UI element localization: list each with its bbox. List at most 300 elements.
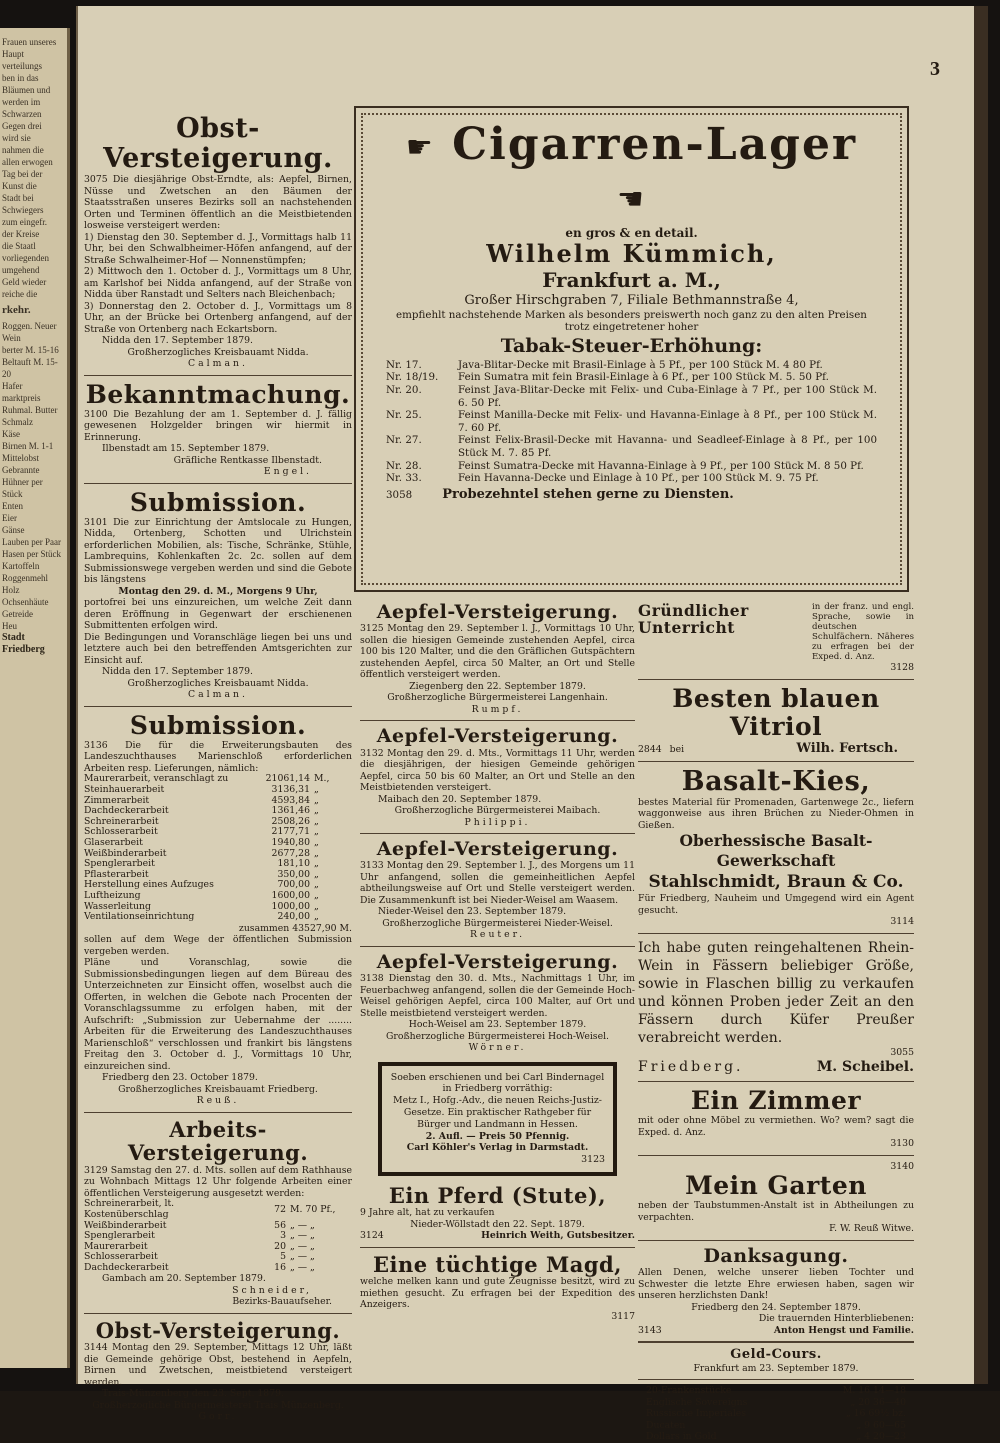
cell-unit: „	[314, 847, 319, 859]
section-title: Danksagung.	[703, 1244, 849, 1267]
cell-unit: „	[314, 815, 319, 827]
body-text: in der franz. und engl. Sprache, sowie in deutschen Schulfächern. Näheres zu erfragen bei der Exped. d. Anz.	[812, 602, 914, 662]
rate-value: „ 9 60—65	[856, 1419, 906, 1431]
previous-page-line: allen erwogen	[2, 157, 53, 167]
previous-page-line: Kunst die	[2, 181, 37, 191]
page-number: 3	[930, 58, 940, 80]
cell-unit: „	[314, 890, 319, 901]
item-number: Nr. 17.	[386, 358, 422, 371]
room-ad	[638, 1087, 914, 1150]
ad-number: 3117	[611, 1310, 635, 1322]
ad-number: 3140	[890, 1160, 914, 1172]
previous-page-line: wird sie	[2, 133, 31, 143]
signature: M. Scheibel.	[816, 1059, 914, 1076]
body-text: 9 Jahre alt, hat zu verkaufen	[360, 1207, 495, 1219]
list-item	[386, 359, 877, 372]
cell-unit: „	[314, 784, 319, 796]
date-line: Nidda den 17. September 1879.	[102, 335, 253, 347]
item-text: Feinst Felix-Brasil-Decke mit Havanna- und Seadleef-Einlage à 8 Pf., per 100 Stück M. 7. 85 Pf.	[458, 434, 877, 459]
previous-page-line: Schmalz	[2, 417, 33, 427]
ad-number: 3114	[890, 916, 914, 928]
section-title: Submission.	[129, 710, 307, 740]
pointing-hand-right-icon: ☛	[405, 129, 435, 165]
list-item: 2) Mittwoch den 1. October d. J., Vormittags um 8 Uhr, am Karlshof bei Nidda anfangend, auf der Straße von Nidda über Ranstadt und Selters nach Bleichenbach;	[84, 266, 352, 301]
previous-page-line: ben in das	[2, 73, 39, 83]
previous-page-line: Roggen. Neuer Wein	[2, 321, 57, 343]
cell-name: Wasserleitung	[84, 900, 151, 912]
vitriol-ad	[638, 685, 914, 756]
apple-auction-3	[360, 839, 635, 941]
cell-name: Maurerarbeit, veranschlagt zu	[84, 773, 229, 785]
book-advertisement	[378, 1062, 617, 1176]
section-title: Besten blauen Vitriol	[672, 683, 880, 741]
divider	[84, 375, 352, 376]
ad-number: 2844	[638, 743, 662, 755]
cell-value: 4593,84	[271, 794, 310, 806]
section-title: Bekanntmachung.	[85, 379, 351, 409]
signature: Heinrich Weith, Gutsbesitzer.	[481, 1230, 635, 1242]
previous-page-line: Lauben per Paar	[2, 537, 61, 547]
exchange-rates	[638, 1348, 914, 1443]
cell-value: 5	[280, 1251, 286, 1263]
garden-ad	[638, 1161, 914, 1235]
previous-page-line: Gebrannte	[2, 465, 40, 475]
ad-number: 3143	[638, 1324, 662, 1336]
previous-page-line: Enten	[2, 501, 23, 511]
item-number: Nr. 18/19.	[386, 371, 439, 384]
item-text: Java-Blitar-Decke mit Brasil-Einlage à 5 Pf., per 100 Stück M. 4 80 Pf.	[458, 358, 823, 371]
company-name: Oberhessische Basalt-Gewerkschaft	[679, 831, 873, 871]
date-line: Ilbenstadt am 15. September 1879.	[102, 443, 270, 455]
book-intro: Soeben erschienen und bei Carl Bindernagel in Friedberg vorräthig:	[390, 1071, 605, 1095]
cell-value: 2677,28	[271, 847, 310, 859]
section-title: Aepfel-Versteigerung.	[376, 601, 619, 623]
ad-number: 3058	[386, 488, 413, 501]
section-title: Gründlicher Unterricht	[638, 601, 749, 638]
cell-name: Ventilationseinrichtung	[84, 911, 195, 923]
cell-unit: „ — „	[290, 1240, 315, 1252]
cell-value: 72	[274, 1203, 286, 1215]
office-line: Bezirks-Bauaufseher.	[232, 1296, 332, 1308]
cigar-footer: Probezehntel stehen gerne zu Diensten.	[442, 486, 734, 502]
previous-page-line: umgehend	[2, 265, 40, 275]
office-line: Großherzogliche Bürgermeisterei Trais Münzenberg.	[92, 1399, 344, 1411]
divider	[638, 1081, 914, 1082]
cigar-subtitle: en gros & en detail.	[565, 226, 698, 240]
table-row	[84, 1263, 352, 1274]
office-line: Großherzogliche Bürgermeisterei Langenhain.	[387, 692, 608, 704]
signature: Wörner.	[468, 1042, 527, 1054]
cigar-title: Cigarren-Lager	[452, 119, 858, 170]
cell-unit: „	[314, 879, 319, 891]
merchant-name: Wilhelm Kümmich,	[486, 238, 777, 268]
office-line: Großherzogliche Bürgermeisterei Maibach.	[394, 805, 601, 817]
apple-auction-1	[360, 602, 635, 715]
cell-value: 1940,80	[271, 837, 310, 849]
book-price: 2. Aufl. — Preis 50 Pfennig.	[425, 1130, 570, 1142]
list-item	[386, 460, 877, 473]
previous-page-line: Hafer	[2, 381, 23, 391]
body-text: welche melken kann und gute Zeugnisse besitzt, wird zu miethen gesucht. Zu erfragen bei der Expedition des Anzeigers.	[360, 1276, 635, 1311]
cost-table	[84, 774, 352, 922]
cell-unit: „ — „	[290, 1261, 315, 1273]
body-text: bestes Material für Promenaden, Gartenwege 2c., liefern waggonweise aus ihren Brüchen zu Nieder-Ohmen in Gießen.	[638, 796, 914, 831]
wine-ad	[638, 939, 914, 1077]
section-title: Mein Garten	[685, 1171, 867, 1201]
rate-value: „ 20 36—40	[850, 1396, 906, 1408]
previous-page-line: Käse	[2, 429, 20, 439]
signature: F. W. Reuß Witwe.	[829, 1223, 914, 1235]
table-row	[84, 891, 352, 902]
table-row	[84, 912, 352, 923]
ad-number: 3130	[890, 1138, 914, 1150]
previous-page-heading: rkehr.	[2, 304, 31, 316]
list-item	[386, 371, 877, 384]
date-line: Nidda den 17. September 1879.	[102, 666, 253, 678]
rate-name: 20-Frankenstücke	[646, 1385, 732, 1397]
subtitle: Frankfurt am 23. September 1879.	[693, 1362, 859, 1374]
basalt-ad	[638, 767, 914, 928]
cell-name: Dachdeckerarbeit	[84, 805, 169, 817]
cell-unit: „	[314, 858, 319, 870]
previous-page-line: werden im	[2, 97, 41, 107]
previous-page-strip	[0, 28, 70, 1368]
signature: Engel.	[263, 466, 312, 478]
submission-2	[84, 712, 352, 1107]
previous-page-line: reiche die	[2, 289, 38, 299]
ad-number: 3128	[890, 662, 914, 673]
section-title: Submission.	[129, 487, 307, 517]
previous-page-line: Schwiegers	[2, 205, 44, 215]
list-item: 1) Dienstag den 30. September d. J., Vormittags halb 11 Uhr, bei den Schwalbheimer-Höfen anfangend, auf der Straße Schwalheimer-Hof — Nonnenstümpfen;	[84, 231, 352, 266]
section-title: Eine tüchtige Magd,	[372, 1251, 622, 1277]
previous-page-line: vorliegenden	[2, 253, 49, 263]
table-row	[638, 1408, 914, 1420]
cell-name: Dachdeckerarbeit	[84, 1261, 169, 1273]
previous-page-line: Roggenmehl	[2, 573, 48, 583]
divider	[638, 1379, 914, 1380]
rate-name: Englische Sovereigns	[646, 1396, 748, 1408]
previous-page-line: Schwarzen	[2, 109, 42, 119]
cell-value: 1361,46	[271, 805, 310, 817]
cell-value: 1600,00	[271, 890, 310, 901]
item-text: Fein Havanna-Decke und Einlage à 10 Pf., per 100 Stück M. 9. 75 Pf.	[458, 472, 819, 485]
date-line: Friedberg den 24. September 1879.	[691, 1301, 861, 1313]
ad-number: 3055	[890, 1046, 914, 1058]
previous-page-line: Geld wieder	[2, 277, 47, 287]
previous-page-line: Holz	[2, 585, 20, 595]
apple-auction-2	[360, 726, 635, 828]
section-title: Obst-Versteigerung.	[103, 113, 333, 175]
previous-page-line: Heu	[2, 621, 17, 631]
body-text: portofrei bei uns einzureichen, um welche Zeit dann deren Eröffnung in Gegenwart der erschienenen Submittenten erfolgen wird.	[84, 597, 352, 632]
thanks-ad	[638, 1246, 914, 1336]
signature: Anton Hengst und Familie.	[773, 1324, 914, 1336]
signature: Rumpf.	[471, 703, 524, 715]
cigar-advertisement	[354, 106, 909, 592]
table-row	[84, 1199, 352, 1220]
right-column	[638, 602, 914, 1443]
rate-value: „ 16 69½ bz.	[845, 1408, 906, 1420]
body-text: neben der Taubstummen-Anstalt ist in Abtheilungen zu verpachten.	[638, 1200, 914, 1223]
bekanntmachung	[84, 381, 352, 478]
divider	[360, 1247, 635, 1248]
previous-page-line: Getreide	[2, 609, 33, 619]
previous-page-line: Eier	[2, 513, 17, 523]
work-table	[84, 1199, 352, 1273]
office-line: Großherzogliches Kreisbauamt Nidda.	[127, 346, 309, 358]
body-text: 3144 Montag den 29. September, Mittags 12 Uhr, läßt die Gemeinde gehörige Obst, bestehend in Aepfeln, Birnen und Zwetschen, meistbietend versteigert werden.	[84, 1342, 352, 1388]
office-line: Großherzogliches Kreisbauamt Friedberg.	[118, 1083, 318, 1095]
cell-unit: „	[314, 794, 319, 806]
label: bei	[669, 743, 685, 755]
body-text: 3132 Montag den 29. d. Mts., Vormittags 11 Uhr, werden die diesjährigen, der hiesigen Gemeinde gehörigen Aepfel, circa 50 bis 60 Malter, an Ort und Stelle an den Meistbietenden versteigert.	[360, 747, 635, 794]
divider	[638, 1155, 914, 1156]
date-line: Trais-Münzenberg den 23. Sept. 1879.	[102, 1388, 284, 1400]
rate-name: Ducaten	[646, 1419, 686, 1431]
cell-name: Glaserarbeit	[84, 837, 143, 849]
company-partners: Stahlschmidt, Braun & Co.	[648, 872, 904, 893]
previous-page-line: Hasen per Stück	[2, 549, 61, 559]
signature: Calman.	[188, 689, 248, 701]
body-text: sollen auf dem Wege der öffentlichen Submission vergeben werden.	[84, 934, 352, 957]
table-row	[638, 1420, 914, 1432]
item-text: Feinst Manilla-Decke mit Felix- und Havanna-Einlage à 8 Pf., per 100 Stück M. 7. 60 Pf.	[458, 409, 877, 434]
cell-value: 3	[280, 1230, 286, 1242]
item-text: Fein Sumatra mit fein Brasil-Einlage à 6 Pf., per 100 Stück M. 5. 50 Pf.	[458, 371, 829, 384]
book-title: Metz I., Hofg.-Adv., die neuen Reichs-Justiz-Gesetze. Ein praktischer Rathgeber für Bürger und Landmann in Hessen.	[393, 1095, 602, 1130]
previous-page-line: Frauen unseres	[2, 37, 57, 47]
ad-number: 3124	[360, 1230, 384, 1242]
table-row	[638, 1385, 914, 1397]
rate-name: Dollars in Gold	[646, 1431, 717, 1443]
signature: Calman.	[188, 358, 248, 370]
previous-page-line: Bläumen und	[2, 85, 51, 95]
cell-name: Steinhauerarbeit	[84, 784, 165, 796]
cell-name: Spenglerarbeit	[84, 858, 155, 870]
cell-unit: „ — „	[290, 1219, 315, 1231]
cell-value: 21061,14	[265, 773, 310, 785]
body-text: 3125 Montag den 29. September l. J., Vormittags 10 Uhr, sollen die hiesigen Gemeinde zustehenden Aepfel, circa 100 bis 120 Malter, und die den Gräflichen Gutspächtern zustehenden Aepfel, circa 50 Malter, an Ort und Stelle öffentlich versteigert werden.	[360, 623, 635, 681]
cell-name: Herstellung eines Aufzuges	[84, 879, 214, 891]
office-line: Großherzogliche Bürgermeisterei Hoch-Weisel.	[386, 1030, 609, 1042]
signature: Reuter.	[469, 929, 526, 941]
cell-name: Schreinerarbeit, lt. Kostenüberschlag	[84, 1198, 175, 1220]
cell-unit: „ — „	[290, 1251, 315, 1263]
previous-page-line: marktpreis	[2, 393, 41, 403]
pointing-hand-left-icon: ☚	[617, 182, 646, 217]
date-line: Nieder-Wöllstadt den 22. Sept. 1879.	[410, 1218, 585, 1230]
signature: Gorr.	[198, 1411, 238, 1423]
arbeits-auction	[84, 1118, 352, 1308]
cigar-intro: empfiehlt nachstehende Marken als besonders preiswerth noch ganz zu den alten Preisen trotz eingetretener hoher	[396, 308, 867, 334]
body-text: 3075 Die diesjährige Obst-Erndte, als: Aepfel, Birnen, Nüsse und Zwetschen an den Bäumen der Staatsstraßen unseres Bezirks soll an nachstehenden Orten und Terminen öffentlich an die Meistbietenden losweise versteigert werden:	[84, 174, 352, 232]
cell-value: 1000,00	[271, 900, 310, 912]
cell-value: 2177,71	[271, 826, 310, 838]
body-text: 3133 Montag den 29. September l. J., des Morgens um 11 Uhr anfangend, sollen die gemeinheitlichen Aepfel abtheilungsweise auf Ort und Stelle versteigert werden. Die Zusammenkunft ist bei Nieder-Weisel am Waasem.	[360, 860, 635, 906]
cigar-title-row	[386, 120, 877, 225]
cell-unit: „	[314, 868, 319, 880]
lessons-ad	[638, 602, 914, 662]
list-item	[386, 409, 877, 434]
previous-page-line: Ruhmal. Butter	[2, 405, 58, 415]
section-title: Aepfel-Versteigerung.	[376, 838, 619, 861]
divider	[84, 1313, 352, 1314]
cell-unit: „	[314, 826, 319, 838]
deadline: Montag den 29. d. M., Morgens 9 Uhr,	[118, 585, 318, 597]
item-number: Nr. 25.	[386, 409, 422, 422]
horse-for-sale	[360, 1184, 635, 1242]
previous-page-line: Gegen drei	[2, 121, 42, 131]
body-text: mit oder ohne Möbel zu vermiethen. Wo? wem? sagt die Exped. d. Anz.	[638, 1115, 914, 1138]
previous-page-line: nahmen die	[2, 145, 44, 155]
body-text: 3100 Die Bezahlung der am 1. September d. J. fällig gewesenen Holzgelder bringen wir hiermit in Erinnerung.	[84, 408, 352, 443]
cell-value: 700,00	[277, 879, 310, 891]
item-number: Nr. 28.	[386, 459, 422, 472]
section-title: Ein Zimmer	[690, 1086, 862, 1116]
date-line: Maibach den 20. September 1879.	[378, 793, 542, 805]
body-text: Die Bedingungen und Voranschläge liegen bei uns und letztere auch bei den betreffenden Amtsgerichten zur Einsicht auf.	[84, 631, 352, 666]
body-text: 3136 Die für die Erweiterungsbauten des Landeszuchthauses Marienschloß erforderlichen Arbeiten resp. Lieferungen, nämlich:	[84, 739, 352, 774]
divider	[638, 1341, 914, 1343]
section-title: Basalt-Kies,	[681, 765, 871, 797]
cell-name: Luftheizung	[84, 890, 141, 901]
date-line: Gambach am 20. September 1879.	[102, 1273, 266, 1285]
ad-number: 3123	[581, 1154, 605, 1166]
divider	[638, 761, 914, 762]
maid-wanted	[360, 1253, 635, 1323]
previous-page-text	[2, 36, 65, 300]
item-text: Feinst Java-Blitar-Decke mit Felix- und Cuba-Einlage à 7 Pf., per 100 Stück M. 6. 50 Pf.	[458, 383, 877, 409]
list-item	[386, 384, 877, 409]
office-line: Großherzogliche Bürgermeisterei Nieder-Weisel.	[382, 917, 613, 929]
cell-unit: „	[314, 900, 319, 912]
date-line: Nieder-Weisel den 23. September 1879.	[378, 906, 567, 918]
cell-unit: M.,	[314, 773, 330, 785]
body-text: Allen Denen, welche unserer lieben Tochter und Schwester die letzte Ehre erwiesen haben, sagen wir unseren herzlichsten Dank!	[638, 1267, 914, 1301]
previous-page-line: Tag bei der	[2, 169, 43, 179]
submission-1	[84, 489, 352, 701]
cell-name: Schreinerarbeit	[84, 815, 159, 827]
signature: Reuß.	[196, 1095, 240, 1107]
previous-page-line: zum eingefr.	[2, 217, 47, 227]
section-title: Aepfel-Versteigerung.	[376, 950, 619, 973]
cell-name: Schlosserarbeit	[84, 826, 158, 838]
cell-unit: „	[314, 837, 319, 849]
divider	[360, 946, 635, 947]
previous-page-line: Ochsenhäute	[2, 597, 49, 607]
rate-value: „ 4 20—23	[856, 1431, 906, 1443]
cell-name: Weißbinderarbeit	[84, 847, 167, 859]
divider	[638, 1240, 914, 1241]
section-title: Geld-Cours.	[730, 1347, 822, 1362]
body-text: Für Friedberg, Nauheim und Umgegend wird ein Agent gesucht.	[638, 893, 914, 916]
list-item	[386, 472, 877, 485]
merchant-address: Großer Hirschgraben 7, Filiale Bethmannstraße 4,	[464, 292, 799, 308]
cell-unit: „ — „	[290, 1230, 315, 1242]
signature: Schneider,	[232, 1284, 312, 1296]
cell-name: Spenglerarbeit	[84, 1230, 155, 1242]
item-text: Feinst Sumatra-Decke mit Havanna-Einlage à 9 Pf., per 100 Stück M. 8 50 Pf.	[458, 459, 864, 472]
table-row	[638, 1397, 914, 1409]
rates-table	[638, 1385, 914, 1443]
previous-page-line: Stadt bei	[2, 193, 34, 203]
cell-unit: „	[314, 911, 319, 923]
body-text: 3129 Samstag den 27. d. Mts. sollen auf dem Rathhause zu Wohnbach Mittags 12 Uhr folgende Arbeiten einer öffentlichen Versteigerung ausgesetzt werden:	[84, 1164, 352, 1199]
divider	[84, 1112, 352, 1113]
previous-page-line: Birnen M. 1-1	[2, 441, 54, 451]
item-number: Nr. 27.	[386, 434, 422, 447]
date-line: Hoch-Weisel am 23. September 1879.	[408, 1019, 587, 1031]
previous-page-line: Hühner per Stück	[2, 477, 43, 499]
previous-page-footer: Stadt Friedberg	[2, 632, 45, 655]
label: Die trauernden Hinterbliebenen:	[758, 1313, 914, 1324]
left-column	[84, 114, 352, 1423]
office-line: Gräfliche Rentkasse Ilbenstadt.	[173, 454, 322, 466]
obst-auction-1	[84, 114, 352, 370]
previous-page-line: der Kreise	[2, 229, 40, 239]
body-text: Pläne und Voranschlag, sowie die Submissionsbedingungen liegen auf dem Büreau des Unterzeichneten zur Einsicht offen, woselbst auch die Offerten, in welchen die Gebote nach Procenten der Voranschlagssumme zu erfolgen haben, mit der Aufschrift: „Submission zur Uebernahme der ........ Arbeiten für die Erweiterung des Landeszuchthauses Marienschloß“ verschlossen und frankirt bis längstens Freitag den 3. October d. J., Vormittags 10 Uhr, einzureichen sind.	[84, 957, 352, 1072]
signature: Philippi.	[464, 816, 531, 828]
rate-value: M. 16 14—18	[842, 1385, 906, 1397]
rate-name: Russische Imperiales	[646, 1408, 747, 1420]
signature: Wilh. Fertsch.	[796, 740, 898, 756]
cell-name: Zimmerarbeit	[84, 794, 150, 806]
middle-column	[360, 602, 635, 1322]
previous-page-line: Gänse	[2, 525, 25, 535]
divider	[638, 933, 914, 934]
cell-name: Schlosserarbeit	[84, 1251, 158, 1263]
item-number: Nr. 33.	[386, 472, 422, 485]
previous-page-line: Beltauft M. 15-20	[2, 357, 58, 379]
body-text: 3101 Die zur Einrichtung der Amtslocale zu Hungen, Nidda, Ortenberg, Schotten und Ulrichstein erforderlichen Mobilien, als: Tische, Schränke, Stühle, Lambrequins, Kohlenkaften 2c. 2c. sollen auf dem Submissionswege vergeben werden und sind die Gebote bis längstens	[84, 516, 352, 586]
divider	[360, 833, 635, 834]
list-item	[386, 434, 877, 459]
cigar-price-list	[386, 359, 877, 485]
divider	[84, 706, 352, 707]
previous-page-line: die Staatl	[2, 241, 36, 251]
table-row	[638, 1431, 914, 1443]
cell-unit: M. 70 Pf.,	[290, 1203, 336, 1215]
body-text: Ich habe guten reingehaltenen Rhein-Wein in Fässern beliebiger Größe, sowie in Flaschen billig zu verkaufen und können Proben jeder Zeit an den Fässern durch Küfer Preußer verabreicht werden.	[638, 939, 914, 1046]
body-text: 3138 Dienstag den 30. d. Mts., Nachmittags 1 Uhr, im Feuerbachweg anfangend, sollen die der Gemeinde Hoch-Weisel gehörigen Aepfel, circa 100 Malter, auf Ort und Stelle meistbietend versteigert werden.	[360, 973, 635, 1019]
previous-page-market-list	[2, 320, 65, 632]
cell-value: 3136,31	[271, 784, 310, 796]
divider	[84, 483, 352, 484]
previous-page-line: Mittelobst	[2, 453, 40, 463]
divider	[638, 679, 914, 680]
cell-value: 56	[274, 1219, 286, 1231]
list-item: 3) Donnerstag den 2. October d. J., Vormittags um 8 Uhr, an der Brücke bei Ortenberg anfangend, auf der Straße von Ortenberg nach Eckartsborn.	[84, 300, 352, 335]
cell-value: 16	[274, 1261, 286, 1273]
section-title: Ein Pferd (Stute),	[388, 1182, 607, 1208]
cell-value: 20	[274, 1240, 286, 1252]
office-line: Großherzogliches Kreisbauamt Nidda.	[127, 677, 309, 689]
book-publisher: Carl Köhler's Verlag in Darmstadt.	[406, 1142, 589, 1154]
section-title: Aepfel-Versteigerung.	[376, 725, 619, 748]
merchant-city: Frankfurt a. M.,	[542, 267, 721, 292]
apple-auction-4	[360, 952, 635, 1054]
cell-unit: „	[314, 805, 319, 817]
item-number: Nr. 20.	[386, 383, 422, 396]
date-line: Friedberg den 23. October 1879.	[102, 1072, 258, 1084]
section-title: Obst-Versteigerung.	[95, 1317, 341, 1343]
cigar-headline: Tabak-Steuer-Erhöhung:	[500, 334, 763, 357]
previous-page-line: berter M. 15-16	[2, 345, 59, 355]
previous-page-line: Haupt verteilungs	[2, 49, 42, 71]
date-line: Ziegenberg den 22. September 1879.	[409, 680, 586, 692]
cell-name: Weißbinderarbeit	[84, 1219, 167, 1231]
